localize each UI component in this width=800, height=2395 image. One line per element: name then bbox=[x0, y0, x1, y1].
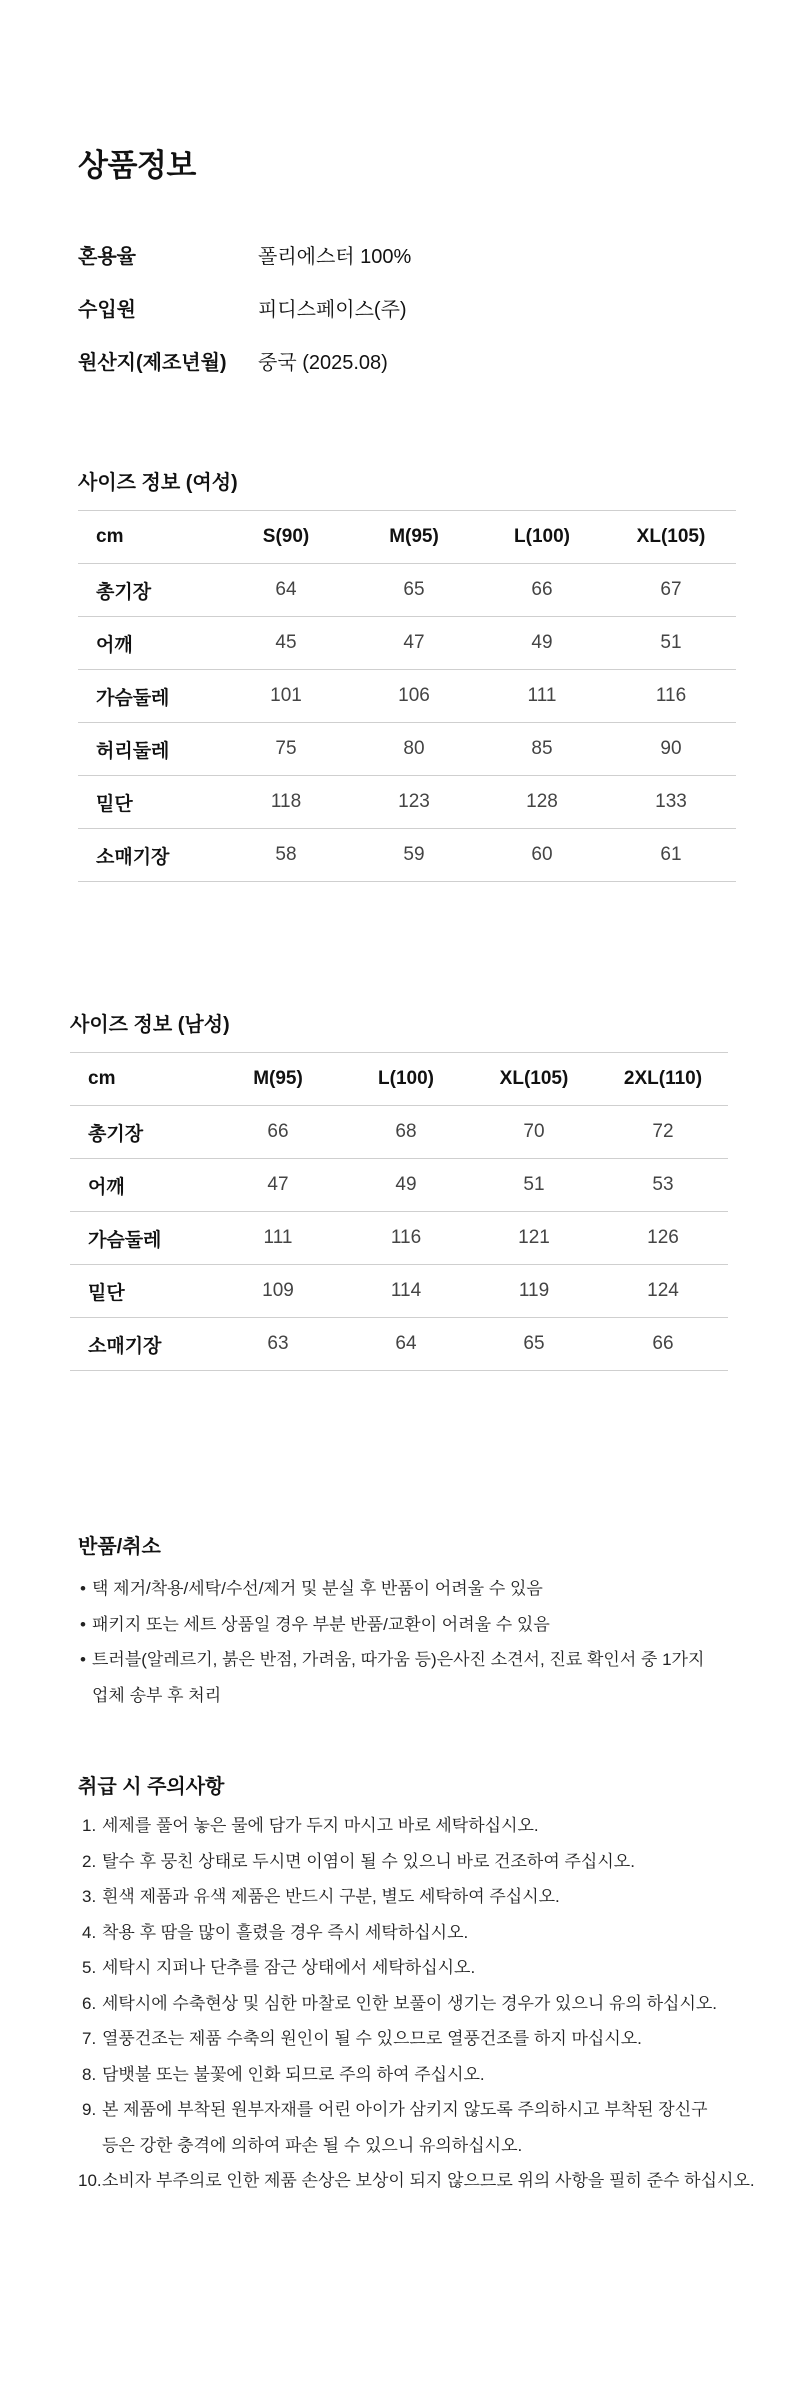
table-cell: 111 bbox=[478, 670, 606, 723]
table-row bbox=[78, 670, 736, 723]
list-number: 9. bbox=[82, 2100, 97, 2119]
list-item-text: 택 제거/착용/세탁/수선/제거 및 분실 후 반품이 어려울 수 있음 bbox=[92, 1579, 543, 1598]
list-item-text: 담뱃불 또는 불꽃에 인화 되므로 주의 하여 주십시오. bbox=[102, 2064, 485, 2084]
table-row bbox=[70, 1265, 728, 1318]
table-cell: 80 bbox=[350, 723, 478, 776]
table-cell: 106 bbox=[350, 670, 478, 723]
table-cell: 63 bbox=[214, 1318, 342, 1371]
list-item bbox=[78, 1571, 704, 1607]
header-cell: cm bbox=[70, 1053, 214, 1106]
returns-title: 반품/취소 bbox=[78, 1536, 161, 1558]
table-cell: 58 bbox=[222, 829, 350, 882]
list-number: 7. bbox=[82, 2029, 97, 2048]
table-cell: 111 bbox=[214, 1212, 342, 1265]
table-cell: 51 bbox=[606, 617, 736, 670]
list-item-text-continued: 업체 송부 후 처리 bbox=[92, 1685, 222, 1705]
list-number: 5. bbox=[82, 1958, 97, 1977]
list-item bbox=[78, 2057, 755, 2093]
row-label: 어깨 bbox=[70, 1159, 214, 1212]
table-cell: 65 bbox=[350, 564, 478, 617]
header-cell: M(95) bbox=[350, 511, 478, 564]
size-men-title: 사이즈 정보 (남성) bbox=[70, 1014, 230, 1036]
table-cell: 101 bbox=[222, 670, 350, 723]
list-item-text: 열풍건조는 제품 수축의 원인이 될 수 있으므로 열풍건조를 하지 마십시오. bbox=[102, 2029, 642, 2048]
table-row bbox=[70, 1106, 728, 1159]
list-item bbox=[78, 1808, 755, 1844]
table-cell: 118 bbox=[222, 776, 350, 829]
table-cell: 49 bbox=[342, 1159, 470, 1212]
table-row bbox=[78, 564, 736, 617]
table-cell: 123 bbox=[350, 776, 478, 829]
table-cell: 121 bbox=[470, 1212, 598, 1265]
table-row bbox=[78, 723, 736, 776]
row-label: 총기장 bbox=[70, 1106, 214, 1159]
list-item-text: 트러블(알레르기, 붉은 반점, 가려움, 따가움 등)은사진 소견서, 진료 확인서 중 1가지 bbox=[92, 1650, 705, 1669]
table-cell: 51 bbox=[470, 1159, 598, 1212]
list-item bbox=[78, 2021, 755, 2057]
size-women-title: 사이즈 정보 (여성) bbox=[78, 472, 238, 494]
row-label: 가슴둘레 bbox=[78, 670, 222, 723]
row-label: 소매기장 bbox=[70, 1318, 214, 1371]
table-cell: 67 bbox=[606, 564, 736, 617]
row-label: 밑단 bbox=[78, 776, 222, 829]
list-item bbox=[78, 1879, 755, 1915]
list-item bbox=[78, 1915, 755, 1951]
table-header-row bbox=[70, 1053, 728, 1106]
list-item bbox=[78, 1950, 755, 1986]
table-cell: 47 bbox=[350, 617, 478, 670]
row-label: 허리둘레 bbox=[78, 723, 222, 776]
table-cell: 90 bbox=[606, 723, 736, 776]
table-row bbox=[70, 1159, 728, 1212]
list-item-text: 세탁시에 수축현상 및 심한 마찰로 인한 보풀이 생기는 경우가 있으니 유의 하십시오. bbox=[102, 1993, 718, 2013]
header-cell: XL(105) bbox=[470, 1053, 598, 1106]
list-item-text-continued: 등은 강한 충격에 의하여 파손 될 수 있으니 유의하십시오. bbox=[102, 2135, 523, 2155]
list-item-text: 세제를 풀어 놓은 물에 담가 두지 마시고 바로 세탁하십시오. bbox=[102, 1816, 539, 1835]
table-cell: 64 bbox=[342, 1318, 470, 1371]
table-row bbox=[70, 1318, 728, 1371]
table-cell: 66 bbox=[598, 1318, 728, 1371]
header-cell: M(95) bbox=[214, 1053, 342, 1106]
table-cell: 133 bbox=[606, 776, 736, 829]
row-label: 어깨 bbox=[78, 617, 222, 670]
info-value: 중국 (2025.08) bbox=[258, 352, 388, 374]
list-item-text: 착용 후 땀을 많이 흘렸을 경우 즉시 세탁하십시오. bbox=[102, 1922, 469, 1942]
table-cell: 85 bbox=[478, 723, 606, 776]
list-item-text: 패키지 또는 세트 상품일 경우 부분 반품/교환이 어려울 수 있음 bbox=[92, 1614, 550, 1634]
list-item bbox=[78, 1844, 755, 1880]
list-item bbox=[78, 2163, 755, 2199]
list-number: 1. bbox=[82, 1816, 97, 1835]
list-item bbox=[78, 1607, 704, 1643]
row-label: 총기장 bbox=[78, 564, 222, 617]
table-cell: 66 bbox=[214, 1106, 342, 1159]
list-item-text: 소비자 부주의로 인한 제품 손상은 보상이 되지 않으므로 위의 사항을 필히 준수 하십시오. bbox=[102, 2171, 755, 2190]
list-number: 6. bbox=[82, 1993, 97, 2013]
table-cell: 53 bbox=[598, 1159, 728, 1212]
table-row bbox=[78, 617, 736, 670]
list-number: 8. bbox=[82, 2064, 97, 2084]
header-cell: S(90) bbox=[222, 511, 350, 564]
table-cell: 109 bbox=[214, 1265, 342, 1318]
table-cell: 128 bbox=[478, 776, 606, 829]
table-cell: 66 bbox=[478, 564, 606, 617]
info-label: 혼용율 bbox=[78, 246, 136, 268]
header-cell: 2XL(110) bbox=[598, 1053, 728, 1106]
list-item bbox=[78, 1986, 755, 2022]
page-title: 상품정보 bbox=[78, 148, 196, 183]
table-cell: 72 bbox=[598, 1106, 728, 1159]
table-cell: 119 bbox=[470, 1265, 598, 1318]
header-cell: XL(105) bbox=[606, 511, 736, 564]
list-item-text: 세탁시 지퍼나 단추를 잠근 상태에서 세탁하십시오. bbox=[102, 1958, 476, 1977]
header-cell: L(100) bbox=[478, 511, 606, 564]
table-cell: 124 bbox=[598, 1265, 728, 1318]
table-cell: 65 bbox=[470, 1318, 598, 1371]
table-cell: 116 bbox=[342, 1212, 470, 1265]
table-cell: 64 bbox=[222, 564, 350, 617]
header-cell: cm bbox=[78, 511, 222, 564]
list-item-text: 흰색 제품과 유색 제품은 반드시 구분, 별도 세탁하여 주십시오. bbox=[102, 1887, 560, 1906]
table-row bbox=[78, 776, 736, 829]
info-label: 원산지(제조년월) bbox=[78, 352, 227, 374]
info-label: 수입원 bbox=[78, 299, 136, 321]
info-value: 폴리에스터 100% bbox=[258, 246, 412, 268]
list-number: 2. bbox=[82, 1851, 97, 1871]
table-cell: 126 bbox=[598, 1212, 728, 1265]
list-item-text: 탈수 후 뭉친 상태로 두시면 이염이 될 수 있으니 바로 건조하여 주십시오. bbox=[102, 1851, 635, 1871]
table-cell: 47 bbox=[214, 1159, 342, 1212]
table-row bbox=[70, 1212, 728, 1265]
care-title: 취급 시 주의사항 bbox=[78, 1776, 225, 1798]
table-header-row bbox=[78, 511, 736, 564]
list-item bbox=[78, 1642, 704, 1713]
table-cell: 59 bbox=[350, 829, 478, 882]
size-men-table bbox=[70, 1052, 728, 1371]
size-women-table bbox=[78, 510, 736, 882]
table-cell: 45 bbox=[222, 617, 350, 670]
info-value: 피디스페이스(주) bbox=[258, 299, 407, 321]
header-cell: L(100) bbox=[342, 1053, 470, 1106]
list-item bbox=[78, 2092, 755, 2163]
table-cell: 114 bbox=[342, 1265, 470, 1318]
table-cell: 75 bbox=[222, 723, 350, 776]
table-cell: 70 bbox=[470, 1106, 598, 1159]
table-cell: 116 bbox=[606, 670, 736, 723]
list-number: 4. bbox=[82, 1922, 97, 1942]
list-item-text: 본 제품에 부착된 원부자재를 어린 아이가 삼키지 않도록 주의하시고 부착된 장신구 bbox=[102, 2100, 708, 2119]
list-number: 3. bbox=[82, 1887, 97, 1906]
care-list bbox=[78, 1808, 755, 2199]
list-number: 10. bbox=[78, 2171, 102, 2190]
row-label: 소매기장 bbox=[78, 829, 222, 882]
table-cell: 49 bbox=[478, 617, 606, 670]
table-cell: 68 bbox=[342, 1106, 470, 1159]
row-label: 밑단 bbox=[70, 1265, 214, 1318]
table-cell: 60 bbox=[478, 829, 606, 882]
row-label: 가슴둘레 bbox=[70, 1212, 214, 1265]
returns-list bbox=[78, 1571, 704, 1713]
bullet-icon: • bbox=[80, 1650, 86, 1669]
table-row bbox=[78, 829, 736, 882]
table-cell: 61 bbox=[606, 829, 736, 882]
bullet-icon: • bbox=[80, 1614, 86, 1634]
bullet-icon: • bbox=[80, 1579, 86, 1598]
